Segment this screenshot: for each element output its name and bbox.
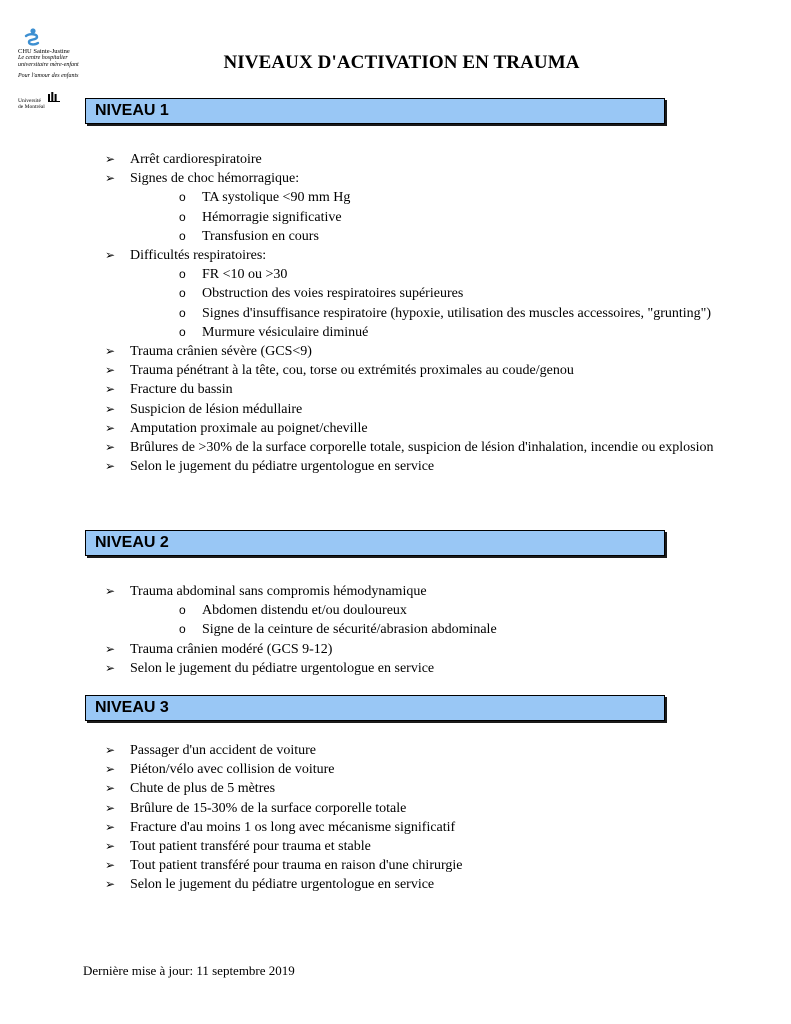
arrow-bullet-icon: ➢ xyxy=(105,858,116,873)
arrow-bullet-icon: ➢ xyxy=(105,344,116,359)
criterion-text: Trauma abdominal sans compromis hémodynamique xyxy=(130,584,427,599)
criterion-item xyxy=(105,457,725,476)
criterion-text: Fracture d'au moins 1 os long avec mécanisme significatif xyxy=(130,819,456,835)
criterion-text: Trauma crânien sévère (GCS<9) xyxy=(130,344,312,360)
criterion-item xyxy=(105,640,725,659)
criterion-text: Tout patient transféré pour trauma en raison d'une chirurgie xyxy=(130,858,463,874)
circle-bullet-icon: o xyxy=(179,209,186,224)
arrow-bullet-icon: ➢ xyxy=(105,440,116,455)
arrow-bullet-icon: ➢ xyxy=(105,363,116,378)
sub-criterion-text: Obstruction des voies respiratoires supérieures xyxy=(202,286,464,302)
circle-bullet-icon: o xyxy=(179,228,186,243)
arrow-bullet-icon: ➢ xyxy=(105,781,116,796)
logo-tagline-3: Pour l'amour des enfants xyxy=(18,73,79,79)
university-line-1: Université xyxy=(18,98,41,104)
level-2-criteria xyxy=(105,582,725,678)
sub-criteria xyxy=(130,188,725,246)
arrow-bullet-icon: ➢ xyxy=(105,420,116,435)
criterion-text: Amputation proximale au poignet/cheville xyxy=(130,420,368,436)
arrow-bullet-icon: ➢ xyxy=(105,584,116,598)
circle-bullet-icon: o xyxy=(179,190,186,205)
sub-criterion-text: Signe de la ceinture de sécurité/abrasion abdominale xyxy=(202,622,497,638)
criterion-item xyxy=(105,582,725,640)
criterion-item xyxy=(105,380,725,399)
circle-bullet-icon: o xyxy=(179,622,186,637)
criterion-item xyxy=(105,741,725,760)
criterion-item xyxy=(105,419,725,438)
sub-criterion-item xyxy=(179,188,725,207)
criterion-text: Trauma crânien modéré (GCS 9-12) xyxy=(130,641,333,657)
criterion-item xyxy=(105,342,725,361)
criterion-text: Passager d'un accident de voiture xyxy=(130,743,317,758)
arrow-bullet-icon: ➢ xyxy=(105,819,116,834)
sub-criterion-text: Signes d'insuffisance respiratoire (hypoxie, utilisation des muscles accessoires, "grunting") xyxy=(202,305,712,321)
criterion-item xyxy=(105,361,725,380)
criterion-text: Brûlures de >30% de la surface corporelle totale, suspicion de lésion d'inhalation, incendie ou explosion xyxy=(130,440,714,456)
criterion-item xyxy=(105,246,725,342)
page-title: NIVEAUX D'ACTIVATION EN TRAUMA xyxy=(223,52,580,73)
criterion-item xyxy=(105,438,725,457)
sub-criterion-item xyxy=(179,284,725,303)
sub-criterion-text: FR <10 ou >30 xyxy=(202,267,288,283)
sub-criterion-item xyxy=(179,620,725,639)
level-1-criteria xyxy=(105,150,725,476)
university-logo xyxy=(18,98,78,110)
criterion-text: Chute de plus de 5 mètres xyxy=(130,781,276,797)
circle-bullet-icon: o xyxy=(179,324,186,339)
arrow-bullet-icon: ➢ xyxy=(105,171,116,186)
sub-criteria xyxy=(130,601,725,639)
sub-criterion-text: Abdomen distendu et/ou douloureux xyxy=(202,603,407,619)
arrow-bullet-icon: ➢ xyxy=(105,401,116,416)
sub-criterion-text: Hémorragie significative xyxy=(202,209,342,225)
sub-criterion-item xyxy=(179,208,725,227)
criterion-text: Selon le jugement du pédiatre urgentologue en service xyxy=(130,459,435,475)
circle-bullet-icon: o xyxy=(179,603,186,618)
chu-sainte-justine-logo-icon xyxy=(22,28,42,48)
logo-name: CHU Sainte-Justine xyxy=(18,48,70,55)
arrow-bullet-icon: ➢ xyxy=(105,248,116,263)
criterion-text: Selon le jugement du pédiatre urgentologue en service xyxy=(130,877,435,893)
criterion-text: Fracture du bassin xyxy=(130,382,233,398)
criterion-item xyxy=(105,818,725,837)
sub-criterion-item xyxy=(179,601,725,620)
criterion-item xyxy=(105,875,725,894)
arrow-bullet-icon: ➢ xyxy=(105,660,116,675)
circle-bullet-icon: o xyxy=(179,286,186,301)
last-updated: Dernière mise à jour: 11 septembre 2019 xyxy=(83,963,295,978)
arrow-bullet-icon: ➢ xyxy=(105,641,116,656)
sub-criterion-text: Murmure vésiculaire diminué xyxy=(202,324,369,340)
criterion-text: Piéton/vélo avec collision de voiture xyxy=(130,762,335,778)
arrow-bullet-icon: ➢ xyxy=(105,762,116,777)
logo-tagline-2: universitaire mère-enfant xyxy=(18,62,79,68)
criterion-item xyxy=(105,779,725,798)
arrow-bullet-icon: ➢ xyxy=(105,152,116,166)
circle-bullet-icon: o xyxy=(179,267,186,282)
level-3-header: NIVEAU 3 xyxy=(85,695,665,721)
circle-bullet-icon: o xyxy=(179,305,186,320)
sub-criterion-text: Transfusion en cours xyxy=(202,228,319,244)
criterion-item xyxy=(105,659,725,678)
criterion-text: Signes de choc hémorragique: xyxy=(130,171,300,187)
university-line-2: de Montréal xyxy=(18,104,45,110)
criterion-text: Selon le jugement du pédiatre urgentologue en service xyxy=(130,660,435,676)
sub-criteria xyxy=(130,265,725,342)
arrow-bullet-icon: ➢ xyxy=(105,382,116,397)
criterion-item xyxy=(105,150,725,169)
criterion-item xyxy=(105,760,725,779)
arrow-bullet-icon: ➢ xyxy=(105,459,116,474)
criterion-text: Trauma pénétrant à la tête, cou, torse ou extrémités proximales au coude/genou xyxy=(130,363,574,379)
criterion-text: Suspicion de lésion médullaire xyxy=(130,401,303,417)
criterion-item xyxy=(105,837,725,856)
arrow-bullet-icon: ➢ xyxy=(105,743,116,757)
level-1-header: NIVEAU 1 xyxy=(85,98,665,124)
sub-criterion-item xyxy=(179,227,725,246)
arrow-bullet-icon: ➢ xyxy=(105,839,116,854)
sub-criterion-item xyxy=(179,265,725,284)
arrow-bullet-icon: ➢ xyxy=(105,800,116,815)
criterion-text: Difficultés respiratoires: xyxy=(130,248,267,264)
criterion-item xyxy=(105,856,725,875)
criterion-text: Brûlure de 15-30% de la surface corporelle totale xyxy=(130,800,407,816)
sub-criterion-text: TA systolique <90 mm Hg xyxy=(202,190,351,206)
criterion-item xyxy=(105,400,725,419)
level-2-header: NIVEAU 2 xyxy=(85,530,665,556)
sub-criterion-item xyxy=(179,323,725,342)
criterion-text: Tout patient transféré pour trauma et stable xyxy=(130,839,371,855)
level-3-criteria xyxy=(105,741,725,895)
criterion-item xyxy=(105,799,725,818)
university-pillars-icon xyxy=(48,92,60,102)
criterion-text: Arrêt cardiorespiratoire xyxy=(130,152,262,167)
logo-tagline-1: Le centre hospitalier xyxy=(18,55,68,61)
criterion-item xyxy=(105,169,725,246)
arrow-bullet-icon: ➢ xyxy=(105,877,116,892)
sub-criterion-item xyxy=(179,304,725,323)
